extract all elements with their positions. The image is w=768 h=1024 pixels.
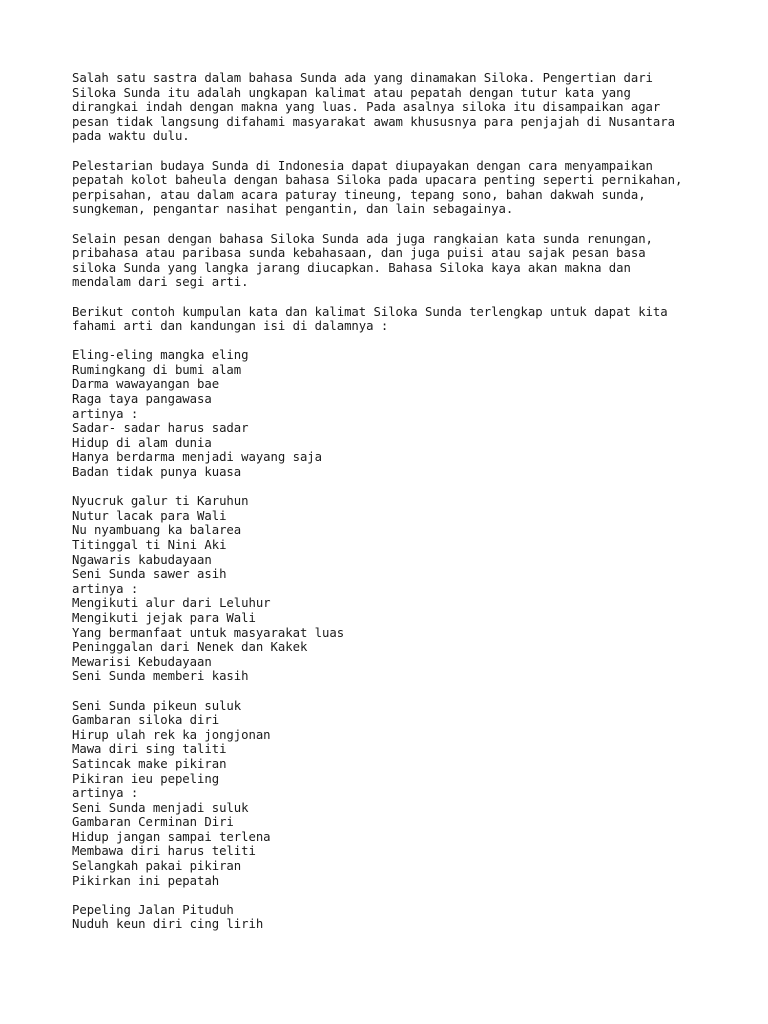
- poem-line: Nutur lacak para Wali: [72, 508, 227, 523]
- poem-line: Seni Sunda memberi kasih: [72, 669, 249, 684]
- poem-line: Titinggal ti Nini Aki: [72, 538, 227, 552]
- document-body: [72, 71, 712, 947]
- poem-line: Eling-eling mangka eling: [72, 348, 249, 363]
- poem-line: Pikiran ieu pepeling: [72, 771, 220, 786]
- poem-line: Yang bermanfaat untuk masyarakat luas: [72, 625, 345, 640]
- poem-line: Gambaran siloka diri: [72, 713, 220, 728]
- poem-line: Peninggalan dari Nenek dan Kakek: [72, 640, 308, 655]
- poem-stanza: [72, 494, 712, 684]
- poem-line: Rumingkang di bumi alam: [72, 362, 242, 377]
- poem-line: Mewarisi Kebudayaan: [72, 654, 212, 669]
- poem-stanza: [72, 699, 712, 889]
- poem-line: Nu nyambuang ka balarea: [72, 523, 242, 538]
- renungan-paragraph: Selain pesan dengan bahasa Siloka Sunda ada juga rangkaian kata sunda renungan, pribahasa atau paribasa sunda kebahasaan, dan juga puisi atau sajak pesan basa siloka Sunda yang langka jarang diucapkan. Bahasa Siloka kaya akan makna dan mendalam dari segi arti.: [72, 231, 653, 290]
- poem-line: Seni Sunda menjadi suluk: [72, 800, 249, 815]
- poem-stanza: [72, 903, 712, 932]
- poem-line: Seni Sunda pikeun suluk: [72, 698, 242, 713]
- poem-line: Mengikuti jejak para Wali: [72, 610, 256, 625]
- poem-line: Hidup jangan sampai terlena: [72, 829, 271, 844]
- poem-line: Ngawaris kabudayaan: [72, 552, 212, 567]
- poem-line: Badan tidak punya kuasa: [72, 465, 242, 480]
- poem-line: Sadar- sadar harus sadar: [72, 421, 249, 436]
- poem-line: Hidup di alam dunia: [72, 435, 212, 450]
- poem-line: Darma wawayangan bae: [72, 377, 220, 392]
- collection-intro-paragraph: Berikut contoh kumpulan kata dan kalimat Siloka Sunda terlengkap untuk dapat kita fahami arti dan kandungan isi di dalamnya :: [72, 304, 668, 334]
- poem-line: Selangkah pakai pikiran: [72, 859, 242, 874]
- poem-line: Nyucruk galur ti Karuhun: [72, 494, 249, 509]
- poem-line: Satincak make pikiran: [72, 756, 227, 771]
- poem-line: Membawa diri harus teliti: [72, 844, 256, 859]
- preservation-paragraph: Pelestarian budaya Sunda di Indonesia dapat diupayakan dengan cara menyampaikan pepatah kolot baheula dengan bahasa Siloka pada upacara penting seperti pernikahan, perpisahan, atau dalam acara paturay tineung, tepang sono, bahan dakwah sunda, sungkeman, pengantar nasihat pengantin, dan lain sebagainya.: [72, 158, 683, 217]
- poem-line: Gambaran Cerminan Diri: [72, 815, 234, 830]
- poem-line: Mawa diri sing taliti: [72, 742, 227, 757]
- poem-line: Seni Sunda sawer asih: [72, 567, 227, 582]
- poem-line: Pikirkan ini pepatah: [72, 873, 220, 888]
- poem-line: Hirup ulah rek ka jongjonan: [72, 727, 271, 742]
- poem-line: Hanya berdarma menjadi wayang saja: [72, 450, 323, 465]
- poem-line: Mengikuti alur dari Leluhur: [72, 596, 271, 611]
- poem-line: Raga taya pangawasa: [72, 392, 212, 407]
- poem-line: Pepeling Jalan Pituduh: [72, 902, 234, 917]
- poem-line: artinya :: [72, 581, 139, 596]
- poem-line: artinya :: [72, 406, 139, 421]
- poem-line: Nuduh keun diri cing lirih: [72, 917, 264, 932]
- poem-stanza: [72, 348, 712, 479]
- intro-paragraph: Salah satu sastra dalam bahasa Sunda ada yang dinamakan Siloka. Pengertian dari Siloka Sunda itu adalah ungkapan kalimat atau pepatah dengan tutur kata yang dirangkai indah dengan makna yang luas. Pada asalnya siloka itu disampaikan agar pesan tidak langsung difahami masyarakat awam khususnya para penjajah di Nusantara pada waktu dulu.: [72, 71, 675, 144]
- siloka-stanzas: [72, 348, 712, 932]
- poem-line: artinya :: [72, 786, 139, 801]
